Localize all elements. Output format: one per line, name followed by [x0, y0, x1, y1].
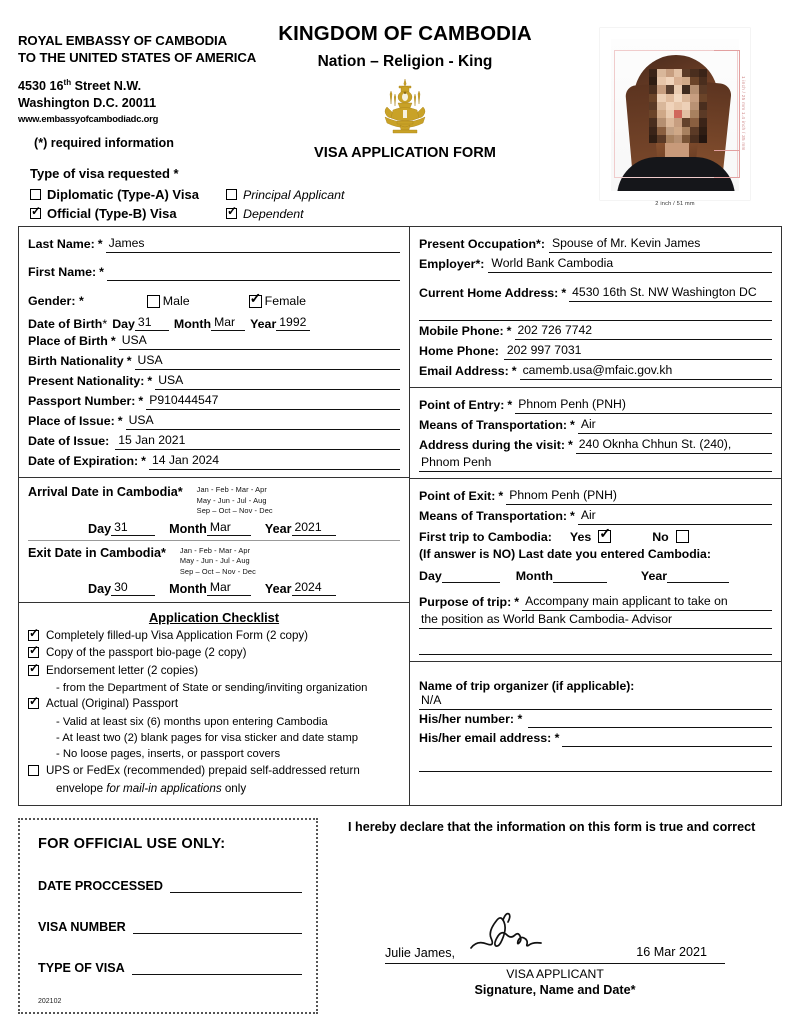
- label-official-visa: Official (Type-B) Visa: [47, 206, 177, 221]
- field-visit-address[interactable]: [419, 435, 772, 454]
- value-arrival-month[interactable]: Mar: [207, 520, 251, 536]
- checkbox-first-trip-yes[interactable]: [598, 530, 611, 543]
- value-trip-organizer[interactable]: N/A: [419, 693, 772, 710]
- applicant-photo: [600, 28, 750, 200]
- value-date-of-issue[interactable]: 15 Jan 2021: [115, 431, 400, 450]
- required-star: *: [126, 354, 132, 368]
- months-line-3: Sep – Oct – Nov - Dec: [196, 506, 273, 516]
- applicant-option-dependent[interactable]: [226, 207, 304, 221]
- field-last-entry-date: [419, 563, 772, 583]
- measure-vertical-line: [739, 50, 740, 178]
- required-star: *: [498, 489, 504, 503]
- visa-option-diplomatic[interactable]: [30, 187, 226, 202]
- field-date-of-birth: [28, 311, 400, 331]
- checkbox-first-trip-no[interactable]: [676, 530, 689, 543]
- form-code: 202102: [38, 998, 62, 1005]
- label-dob-month: Month: [173, 317, 212, 331]
- checkbox-principal-applicant[interactable]: [226, 189, 237, 200]
- applicant-option-principal[interactable]: [226, 188, 344, 202]
- address-city: Washington D.C. 20011: [18, 96, 157, 111]
- exit-year-group[interactable]: [265, 580, 336, 596]
- value-birth-nationality[interactable]: USA: [135, 351, 400, 370]
- last-entry-note: (If answer is NO) Last date you entered Cambodia:: [419, 547, 711, 561]
- embassy-name-line1: ROYAL EMBASSY OF CAMBODIA: [18, 33, 228, 48]
- checkbox-checklist-passport[interactable]: [28, 698, 39, 709]
- visa-type-row-2: [30, 204, 410, 223]
- address-ordinal: th: [63, 77, 72, 87]
- label-purpose-of-trip: Purpose of trip:: [419, 595, 512, 609]
- label-last-name: Last Name:: [28, 237, 95, 251]
- dob-day-group[interactable]: [112, 315, 169, 331]
- title-block: [255, 22, 555, 161]
- value-present-nationality[interactable]: USA: [155, 371, 400, 390]
- label-arrival-year: Year: [264, 521, 292, 536]
- required-star: *: [97, 237, 103, 251]
- trip-organizer-section: [410, 661, 781, 778]
- organizer-extra-line[interactable]: [419, 755, 772, 772]
- measure-tick-mid: [714, 150, 740, 151]
- exit-date-inputs: [28, 580, 400, 596]
- field-visa-number[interactable]: [38, 919, 302, 934]
- label-occupation: Present Occupation*:: [419, 237, 545, 251]
- checkbox-checklist-endorsement[interactable]: [28, 665, 39, 676]
- embassy-website[interactable]: www.embassyofcambodiadc.org: [18, 113, 159, 125]
- arrival-month-legend: [197, 485, 273, 517]
- cambodia-royal-coat-of-arms-icon: [373, 77, 437, 139]
- required-star: *: [567, 438, 573, 452]
- value-employer[interactable]: World Bank Cambodia: [488, 254, 772, 273]
- gender-option-male[interactable]: [144, 294, 190, 308]
- required-star: *: [117, 414, 123, 428]
- label-dob-day: Day: [112, 317, 135, 331]
- checkbox-dependent[interactable]: [226, 208, 237, 219]
- envelope-text-pre: envelope: [56, 782, 107, 796]
- value-home-phone[interactable]: 202 997 7031: [504, 341, 772, 360]
- arrival-month-group[interactable]: [169, 520, 251, 536]
- field-place-of-birth[interactable]: [28, 331, 400, 350]
- label-exit-month: Month: [169, 582, 207, 597]
- label-dependent: Dependent: [243, 206, 304, 221]
- purpose-extra-line[interactable]: [419, 638, 772, 655]
- arrival-header: [28, 485, 400, 517]
- checklist-item[interactable]: [28, 629, 400, 644]
- field-mobile-phone[interactable]: [419, 321, 772, 340]
- photo-width-caption: 2 inch / 51 mm: [655, 201, 695, 207]
- form-right-column: [410, 227, 781, 805]
- label-diplomatic-visa: Diplomatic (Type-A) Visa: [47, 187, 199, 202]
- employment-section: [410, 227, 781, 387]
- value-type-of-visa[interactable]: [132, 960, 302, 975]
- dob-year-group[interactable]: [250, 315, 310, 331]
- value-exit-year[interactable]: 2024: [292, 580, 336, 596]
- value-arrival-year[interactable]: 2021: [292, 520, 336, 536]
- checkbox-checklist-form[interactable]: [28, 630, 39, 641]
- checklist-label: UPS or FedEx (recommended) prepaid self-addressed return: [46, 763, 360, 777]
- field-last-name[interactable]: [28, 234, 400, 253]
- value-first-name[interactable]: [107, 264, 400, 281]
- months-line-1: Jan - Feb - Mar - Apr: [196, 485, 267, 494]
- value-last-month[interactable]: [553, 567, 607, 583]
- label-exit-day: Day: [88, 582, 112, 597]
- months-line-3: Sep – Oct – Nov - Dec: [179, 566, 256, 576]
- checklist-subnote-loosepages: - No loose pages, inserts, or passport covers: [56, 747, 281, 760]
- handwritten-signature-icon: [463, 910, 613, 963]
- form-body: [18, 226, 782, 806]
- value-visit-address-line1[interactable]: 240 Oknha Chhun St. (240),: [576, 435, 772, 454]
- photo-height-measurement: [712, 50, 746, 178]
- value-visit-address-line2[interactable]: Phnom Penh: [419, 455, 772, 472]
- arrival-year-group[interactable]: [265, 520, 336, 536]
- field-email-address[interactable]: [419, 361, 772, 380]
- label-date-processed: DATE PROCCESSED: [38, 879, 164, 893]
- field-organizer-email[interactable]: [419, 729, 772, 747]
- field-home-phone[interactable]: [419, 341, 772, 360]
- label-date-of-birth: Date of Birth: [28, 317, 103, 331]
- checklist-item[interactable]: [28, 646, 400, 661]
- trip-entry-section: [410, 387, 781, 478]
- value-point-of-entry[interactable]: Phnom Penh (PNH): [515, 395, 772, 414]
- envelope-text-emphasis: for mail-in applications: [106, 782, 222, 796]
- kingdom-title: KINGDOM OF CAMBODIA: [278, 22, 532, 45]
- value-passport-number[interactable]: P910444547: [146, 391, 400, 410]
- label-home-phone: Home Phone:: [419, 344, 499, 358]
- required-star: *: [99, 265, 104, 279]
- months-line-2: May - Jun - Jul - Aug: [196, 495, 267, 505]
- signature-line[interactable]: [385, 938, 725, 964]
- checkbox-gender-female[interactable]: [249, 295, 262, 308]
- checklist-subnote-endorsement: - from the Department of State or sending/inviting organization: [56, 682, 368, 695]
- label-no: No: [652, 529, 669, 544]
- label-date-of-expiration: Date of Expiration:: [28, 454, 139, 468]
- value-dob-month[interactable]: Mar: [211, 315, 245, 331]
- measure-vertical-label: 1 inch / 25 mm 1.4 inch / 35 mm: [741, 76, 746, 151]
- visa-type-section: [30, 166, 410, 223]
- value-point-of-exit[interactable]: Phnom Penh (PNH): [506, 486, 772, 505]
- address-street-pre: 4530 16: [18, 79, 64, 94]
- label-birth-nationality: Birth Nationality: [28, 354, 124, 368]
- home-address-extra-line[interactable]: [419, 304, 772, 321]
- field-passport-number[interactable]: [28, 391, 400, 410]
- trip-exit-section: [410, 478, 781, 661]
- label-arrival-day: Day: [88, 521, 112, 536]
- exit-month-legend: [180, 546, 256, 578]
- field-first-name[interactable]: [28, 263, 400, 281]
- field-occupation[interactable]: [419, 234, 772, 253]
- field-employer[interactable]: [419, 254, 772, 273]
- arrival-date-inputs: [28, 520, 400, 536]
- personal-info-section: [19, 227, 409, 477]
- label-place-of-issue: Place of Issue:: [28, 414, 115, 428]
- signature-date: 16 Mar 2021: [636, 945, 707, 959]
- address-street-post: Street N.W.: [71, 79, 142, 94]
- label-point-of-exit: Point of Exit:: [419, 489, 496, 503]
- checkbox-gender-male[interactable]: [147, 295, 160, 308]
- label-principal-applicant: Principal Applicant: [243, 187, 345, 202]
- exit-day-group[interactable]: [88, 580, 155, 596]
- value-exit-transportation[interactable]: Air: [578, 506, 772, 525]
- field-present-nationality[interactable]: [28, 371, 400, 390]
- checklist-label: Actual (Original) Passport: [46, 697, 179, 711]
- label-first-name: First Name:: [28, 265, 97, 279]
- field-purpose-of-trip[interactable]: [419, 592, 772, 611]
- months-line-2: May - Jun - Jul - Aug: [179, 556, 250, 566]
- value-arrival-day[interactable]: 31: [111, 520, 155, 536]
- required-star: *: [506, 324, 512, 338]
- label-organizer-number: His/her number: *: [419, 712, 523, 726]
- field-point-of-entry[interactable]: [419, 395, 772, 414]
- signature-block: [385, 938, 725, 997]
- label-last-month: Month: [515, 569, 553, 583]
- form-title: VISA APPLICATION FORM: [314, 145, 496, 161]
- value-dob-year[interactable]: 1992: [276, 315, 310, 331]
- value-last-day[interactable]: [442, 567, 500, 583]
- field-birth-nationality[interactable]: [28, 351, 400, 370]
- exit-month-group[interactable]: [169, 580, 251, 596]
- required-star: *: [511, 364, 517, 378]
- official-use-box: [18, 818, 318, 1014]
- required-star: *: [570, 418, 575, 432]
- required-star: *: [141, 454, 146, 468]
- label-visa-number: VISA NUMBER: [38, 920, 126, 934]
- value-date-of-expiration[interactable]: 14 Jan 2024: [149, 451, 400, 470]
- first-trip-no-option[interactable]: [652, 530, 696, 544]
- field-date-processed[interactable]: [38, 878, 302, 893]
- applicant-photo-block: [600, 28, 750, 207]
- label-trip-organizer: Name of trip organizer (if applicable):: [419, 679, 635, 693]
- label-first-trip: First trip to Cambodia:: [419, 529, 552, 544]
- application-checklist-section: [19, 602, 409, 802]
- label-employer: Employer*:: [419, 257, 485, 271]
- checkbox-diplomatic-visa[interactable]: [30, 189, 41, 200]
- label-arrival-date: Arrival Date in Cambodia*: [28, 485, 183, 499]
- value-date-processed[interactable]: [170, 878, 302, 893]
- label-dob-year: Year: [250, 317, 277, 331]
- required-information-note: (*) required information: [34, 136, 174, 151]
- visa-type-title: Type of visa requested *: [30, 166, 179, 181]
- checklist-label: Copy of the passport bio-page (2 copy): [46, 646, 247, 660]
- required-star: *: [561, 286, 567, 300]
- gender-option-female[interactable]: [246, 294, 306, 308]
- checkbox-checklist-biopage[interactable]: [28, 647, 39, 658]
- declaration-text: I hereby declare that the information on this form is true and correct: [348, 820, 756, 834]
- label-home-address: Current Home Address:: [419, 286, 559, 300]
- checkbox-checklist-return-envelope[interactable]: [28, 765, 39, 776]
- label-place-of-birth: Place of Birth: [28, 334, 108, 348]
- value-place-of-birth[interactable]: USA: [119, 331, 400, 350]
- measure-tick-top: [714, 50, 740, 51]
- exit-header: [28, 546, 400, 578]
- value-mobile-phone[interactable]: 202 726 7742: [515, 321, 773, 340]
- last-entry-day-group[interactable]: [419, 567, 500, 583]
- label-exit-year: Year: [264, 582, 292, 597]
- field-home-address[interactable]: [419, 283, 772, 302]
- label-male: Male: [162, 294, 190, 308]
- first-trip-yes-option[interactable]: [570, 530, 618, 544]
- required-star: *: [102, 317, 108, 331]
- label-mobile-phone: Mobile Phone:: [419, 324, 504, 338]
- label-female: Female: [264, 294, 306, 308]
- required-star: *: [514, 595, 520, 609]
- value-email-address[interactable]: camemb.usa@mfaic.gov.kh: [520, 361, 772, 380]
- required-star: *: [507, 398, 513, 412]
- label-point-of-entry: Point of Entry:: [419, 398, 505, 412]
- field-date-of-expiration[interactable]: [28, 451, 400, 470]
- value-entry-transportation[interactable]: Air: [578, 415, 772, 434]
- label-last-year: Year: [640, 569, 668, 583]
- label-email-address: Email Address:: [419, 364, 509, 378]
- label-yes: Yes: [569, 529, 592, 544]
- signature-role-caption: VISA APPLICANT: [506, 967, 604, 981]
- last-entry-year-group[interactable]: [641, 567, 729, 583]
- travel-dates-section: [19, 477, 409, 602]
- checklist-item[interactable]: [28, 664, 400, 679]
- value-exit-month[interactable]: Mar: [207, 580, 251, 596]
- signature-subcaption: Signature, Name and Date*: [474, 983, 636, 997]
- field-exit-transportation[interactable]: [419, 506, 772, 525]
- label-exit-transportation: Means of Transportation:: [419, 509, 568, 523]
- value-last-year[interactable]: [667, 567, 729, 583]
- national-motto: Nation – Religion - King: [317, 53, 493, 70]
- dob-month-group[interactable]: [174, 315, 245, 331]
- label-arrival-month: Month: [169, 521, 207, 536]
- measure-tick-bottom: [714, 177, 740, 178]
- label-organizer-email: His/her email address: *: [419, 731, 560, 745]
- field-type-of-visa[interactable]: [38, 960, 302, 975]
- checklist-envelope-line2: [56, 781, 400, 796]
- checkbox-official-visa[interactable]: [30, 208, 41, 219]
- checklist-label: Completely filled-up Visa Application Form (2 copy): [46, 629, 309, 643]
- value-visa-number[interactable]: [133, 919, 302, 934]
- required-star: *: [570, 509, 575, 523]
- signer-name: Julie James,: [385, 946, 455, 960]
- visa-option-official[interactable]: [30, 206, 226, 221]
- checklist-subnote-validity: - Valid at least six (6) months upon entering Cambodia: [56, 715, 328, 728]
- value-place-of-issue[interactable]: USA: [126, 411, 400, 430]
- field-gender: [28, 291, 400, 311]
- visa-type-row-1: [30, 185, 410, 204]
- value-purpose-line1[interactable]: Accompany main applicant to take on: [522, 592, 772, 611]
- arrival-day-group[interactable]: [88, 520, 155, 536]
- form-left-column: [19, 227, 410, 805]
- months-line-1: Jan - Feb - Mar - Apr: [179, 545, 251, 555]
- checklist-label: Endorsement letter (2 copies): [46, 663, 199, 677]
- official-use-title: FOR OFFICIAL USE ONLY:: [38, 836, 226, 852]
- form-header: [0, 0, 800, 221]
- value-purpose-line2[interactable]: the position as World Bank Cambodia- Advisor: [419, 612, 772, 629]
- embassy-name-line2: TO THE UNITED STATES OF AMERICA: [18, 50, 257, 66]
- value-home-address[interactable]: 4530 16th St. NW Washington DC: [569, 283, 772, 302]
- checklist-subnote-blankpages: - At least two (2) blank pages for visa sticker and date stamp: [56, 731, 359, 744]
- label-exit-date: Exit Date in Cambodia*: [28, 545, 166, 560]
- label-gender: Gender: *: [28, 294, 84, 308]
- checklist-item[interactable]: [28, 697, 400, 712]
- travel-dates-divider: [28, 540, 400, 541]
- label-type-of-visa: TYPE OF VISA: [38, 961, 125, 975]
- field-organizer-number[interactable]: [419, 710, 772, 728]
- value-exit-day[interactable]: 30: [111, 580, 155, 596]
- label-passport-number: Passport Number:: [28, 394, 136, 408]
- label-date-of-issue: Date of Issue:: [28, 434, 110, 448]
- envelope-text-post: only: [221, 782, 247, 796]
- required-star: *: [110, 334, 116, 348]
- label-present-nationality: Present Nationality:: [28, 374, 145, 388]
- field-date-of-issue[interactable]: [28, 431, 400, 450]
- required-star: *: [138, 394, 144, 408]
- last-entry-month-group[interactable]: [516, 567, 607, 583]
- checklist-item[interactable]: [28, 764, 400, 779]
- value-last-name[interactable]: James: [106, 234, 400, 253]
- label-last-day: Day: [419, 569, 442, 583]
- value-organizer-email[interactable]: [562, 730, 773, 747]
- required-star: *: [147, 374, 153, 388]
- value-occupation[interactable]: Spouse of Mr. Kevin James: [549, 234, 772, 253]
- field-entry-transportation[interactable]: [419, 415, 772, 434]
- label-visit-address: Address during the visit:: [419, 438, 565, 452]
- field-point-of-exit[interactable]: [419, 486, 772, 505]
- value-dob-day[interactable]: 31: [135, 315, 169, 331]
- value-organizer-number[interactable]: [528, 711, 772, 728]
- field-first-trip: [419, 526, 772, 547]
- label-entry-transportation: Means of Transportation:: [419, 418, 568, 432]
- checklist-title: Application Checklist: [148, 610, 280, 626]
- field-place-of-issue[interactable]: [28, 411, 400, 430]
